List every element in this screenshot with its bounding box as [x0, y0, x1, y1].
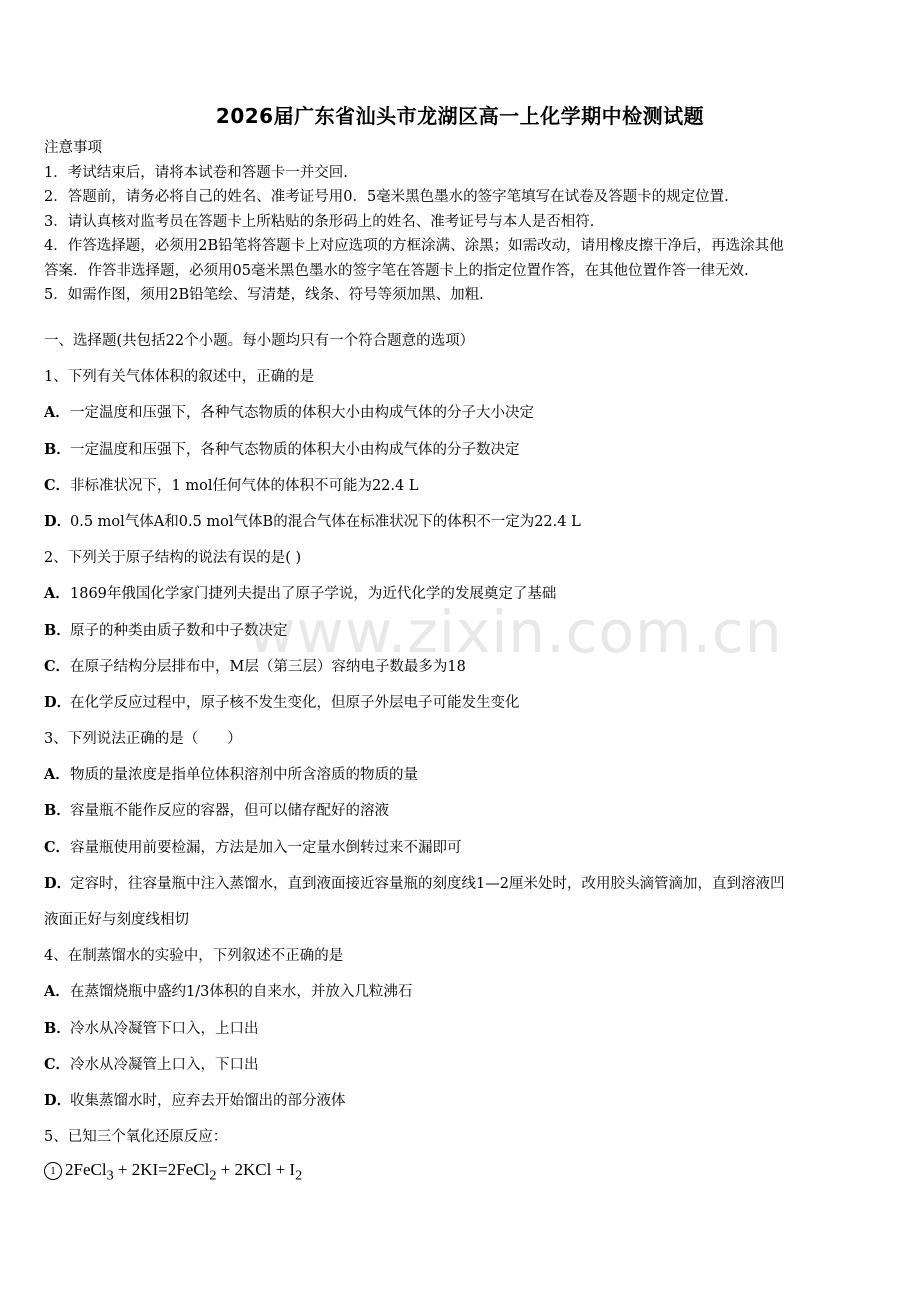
questions-section	[44, 329, 884, 1161]
option-text: 容量瓶不能作反应的容器，但可以储存配好的溶液	[70, 803, 389, 820]
option-text: 0.5 mol气体A和0.5 mol气体B的混合气体在标准状况下的体积不一定为22.4 L	[70, 513, 581, 530]
option-letter: A．	[44, 983, 70, 1001]
option-d	[44, 691, 884, 727]
option-text: 在蒸馏烧瓶中盛约1/3体积的自来水，并放入几粒沸石	[70, 984, 413, 1001]
question-stem: 3、下列说法正确的是（ ）	[44, 731, 242, 748]
option-letter: C．	[44, 657, 71, 675]
option-text: 定容时，往容量瓶中注入蒸馏水，直到液面接近容量瓶的刻度线1—2厘米处时，改用胶头滴管滴加，直到溶液凹	[70, 875, 785, 892]
option-d	[44, 510, 884, 546]
option-text: 收集蒸馏水时，应弃去开始馏出的部分液体	[70, 1092, 346, 1109]
reaction-equation-1	[44, 1160, 302, 1184]
circled-number-marker: 1	[44, 1162, 62, 1180]
note-line: 1．考试结束后，请将本试卷和答题卡一并交回.	[44, 164, 348, 181]
option-letter: D．	[44, 1091, 72, 1109]
option-letter: A．	[44, 404, 70, 422]
option-text: 原子的种类由质子数和中子数决定	[70, 622, 288, 639]
option-letter: D．	[44, 874, 72, 892]
option-text: 在原子结构分层排布中，M层（第三层）容纳电子数最多为18	[70, 658, 466, 675]
notes-section	[44, 136, 884, 308]
option-c	[44, 655, 884, 691]
option-text: 非标准状况下，1 mol任何气体的体积不可能为22.4 L	[70, 477, 419, 494]
option-letter: A．	[44, 585, 70, 603]
section-header: 一、选择题(共包括22个小题。每小题均只有一个符合题意的选项）	[44, 333, 475, 349]
note-line: 3．请认真核对监考员在答题卡上所粘贴的条形码上的姓名、准考证号与本人是否相符.	[44, 213, 595, 230]
option-text: 一定温度和压强下，各种气态物质的体积大小由构成气体的分子大小决定	[70, 405, 534, 422]
option-letter: B．	[44, 621, 71, 639]
option-letter: C．	[44, 838, 71, 856]
question-stem: 1、下列有关气体体积的叙述中，正确的是	[44, 369, 315, 386]
option-letter: B．	[44, 802, 71, 820]
option-a	[44, 980, 884, 1016]
option-letter: D．	[44, 693, 72, 711]
option-text: 冷水从冷凝管上口入，下口出	[70, 1056, 259, 1073]
option-text: 一定温度和压强下，各种气态物质的体积大小由构成气体的分子数决定	[70, 441, 520, 458]
option-letter: C．	[44, 476, 71, 494]
option-letter: B．	[44, 1019, 71, 1037]
option-b	[44, 619, 884, 655]
watermark: www.zixin.com.cn	[248, 598, 783, 666]
option-a	[44, 582, 884, 618]
equation-part: + 2KCl + I	[216, 1160, 296, 1179]
option-text: 容量瓶使用前要检漏，方法是加入一定量水倒转过来不漏即可	[70, 839, 462, 856]
equation-subscript: 2	[295, 1167, 303, 1184]
option-text: 在化学反应过程中，原子核不发生变化，但原子外层电子可能发生变化	[70, 694, 520, 711]
option-text: 物质的量浓度是指单位体积溶剂中所含溶质的物质的量	[70, 767, 418, 784]
option-d	[44, 1089, 884, 1125]
exam-title: 2026届广东省汕头市龙湖区高一上化学期中检测试题	[215, 104, 705, 128]
option-c	[44, 474, 884, 510]
option-c	[44, 836, 884, 872]
option-a	[44, 401, 884, 437]
question-stem: 4、在制蒸馏水的实验中，下列叙述不正确的是	[44, 948, 344, 965]
note-line: 2．答题前，请务必将自己的姓名、准考证号用0．5毫米黑色墨水的签字笔填写在试卷及答题卡的规定位置.	[44, 189, 729, 205]
option-c	[44, 1053, 884, 1089]
equation-subscript: 2	[209, 1167, 217, 1184]
note-line: 答案．作答非选择题，必须用05毫米黑色墨水的签字笔在答题卡上的指定位置作答，在其他位置作答一律无效.	[44, 262, 749, 279]
option-letter: C．	[44, 1055, 71, 1073]
equation-part: 2FeCl	[65, 1160, 107, 1179]
equation-part: + 2KI=2FeCl	[113, 1160, 210, 1179]
equation-subscript: 3	[106, 1167, 114, 1184]
notes-heading: 注意事项	[44, 140, 102, 156]
option-b	[44, 1017, 884, 1053]
note-line: 5．如需作图，须用2B铅笔绘、写清楚，线条、符号等须加黑、加粗.	[44, 287, 484, 303]
option-text: 1869年俄国化学家门捷列夫提出了原子学说，为近代化学的发展奠定了基础	[70, 586, 557, 603]
option-d	[44, 872, 884, 908]
question-stem: 2、下列关于原子结构的说法有误的是( )	[44, 550, 302, 567]
option-text: 冷水从冷凝管下口入，上口出	[70, 1020, 259, 1037]
option-d-continued: 液面正好与刻度线相切	[44, 912, 189, 928]
option-b	[44, 799, 884, 835]
note-line: 4．作答选择题，必须用2B铅笔将答题卡上对应选项的方框涂满、涂黑；如需改动，请用橡皮擦干净后，再选涂其他	[44, 238, 784, 254]
option-a	[44, 763, 884, 799]
option-letter: A．	[44, 766, 70, 784]
option-letter: D．	[44, 512, 72, 530]
question-stem: 5、已知三个氧化还原反应：	[44, 1129, 228, 1146]
option-letter: B．	[44, 440, 71, 458]
option-b	[44, 438, 884, 474]
